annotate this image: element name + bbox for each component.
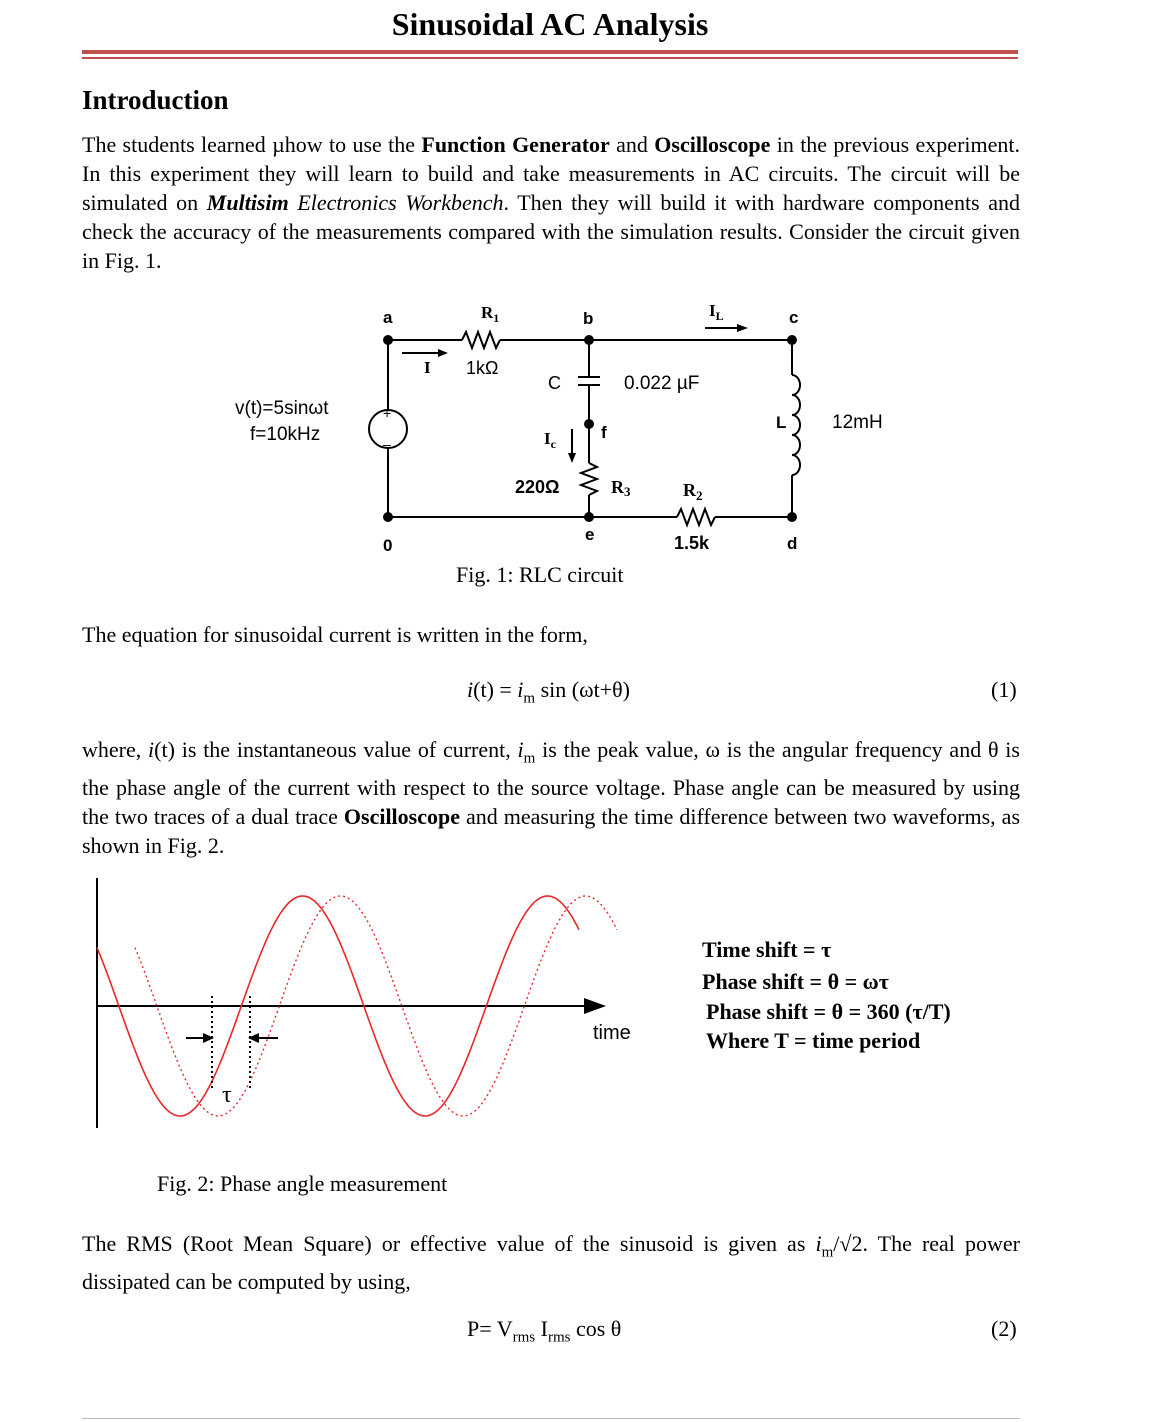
r3-value: 220Ω — [515, 477, 560, 497]
phase-shift-degrees-line: Phase shift = θ = 360 (τ/T) — [706, 999, 951, 1024]
source-equation: v(t)=5sinωt — [235, 398, 329, 419]
equation-2: $P= V_{rms}$ $I_{rms}$ cos θ — [467, 1316, 622, 1346]
rms-paragraph: The RMS (Root Mean Square) or effective value of the sinusoid is given as $i_m/√2$. The real power dissipated can be computed by using, — [82, 1231, 1020, 1295]
fig1-caption: Fig. 1: RLC circuit — [456, 562, 624, 587]
resistor-r1 — [462, 332, 500, 348]
node-a-dot — [383, 335, 393, 345]
time-axis-label: time — [593, 1022, 631, 1044]
equation-1-number: (1) — [991, 677, 1017, 702]
node-f-dot — [584, 419, 594, 429]
equation-intro-text: The equation for sinusoidal current is written in the form, — [82, 622, 588, 647]
node-f-label: f — [601, 423, 607, 442]
node-c-label: c — [789, 308, 799, 327]
node-c-dot — [787, 335, 797, 345]
title-rule-thin — [82, 57, 1018, 59]
node-e-dot — [584, 512, 594, 522]
r2-label: $R_2$ — [683, 480, 703, 503]
definition-paragraph: where, i(t) is the instantaneous value of current, $i_m$ is the peak value, ω is the angular frequency and θ is the phase angle of the current with respect to the source voltage. Phase angle can be measured by using the two traces of a dual trace Oscilloscope and measuring the time difference between two waveforms, as shown in Fig. 2. — [82, 737, 1021, 859]
title-rule-thick — [82, 50, 1018, 54]
inductor-value: 12mH — [832, 412, 883, 433]
section-heading-introduction: Introduction — [82, 85, 229, 115]
current-ic-label: $I_c$ — [544, 429, 556, 451]
page-bottom-rule — [82, 1418, 1020, 1419]
equation-2-number: (2) — [991, 1316, 1017, 1341]
capacitor-label: C — [548, 373, 561, 393]
current-ic-arrowhead — [568, 453, 576, 463]
current-il-arrowhead — [737, 324, 748, 332]
r3-label: R3 — [611, 477, 631, 499]
inductor-label: L — [776, 413, 787, 432]
node-d-label: d — [787, 534, 798, 553]
phase-shift-line: Phase shift = θ = ωτ — [702, 969, 889, 994]
page-title: Sinusoidal AC Analysis — [391, 6, 709, 42]
period-definition-line: Where T = time period — [706, 1028, 921, 1053]
r1-label: $R_1$ — [481, 303, 500, 325]
time-shift-line: Time shift = τ — [702, 937, 832, 962]
source-frequency: f=10kHz — [250, 424, 321, 445]
node-b-label: b — [583, 309, 594, 328]
node-a-label: a — [383, 308, 393, 327]
r2-value: 1.5k — [674, 533, 710, 553]
fig2-caption: Fig. 2: Phase angle measurement — [157, 1171, 448, 1196]
resistor-r2 — [677, 509, 715, 525]
inductor-l — [792, 375, 800, 475]
current-i-arrowhead — [438, 349, 448, 357]
node-e-label: e — [585, 525, 595, 544]
node-0-dot — [383, 512, 393, 522]
node-0-label: 0 — [383, 536, 393, 555]
r1-value: 1kΩ — [466, 358, 499, 378]
tau-label: τ — [222, 1082, 232, 1108]
phase-waveform-plot — [0, 870, 1160, 1140]
resistor-r3 — [581, 463, 597, 495]
rlc-circuit-diagram — [0, 295, 1160, 565]
current-i-label: I — [424, 358, 431, 377]
source-minus: _ — [383, 430, 391, 446]
current-il-label: $I_L$ — [709, 301, 724, 323]
equation-1: $i(t) = i_m$ sin (ωt+θ) — [467, 677, 630, 707]
intro-paragraph: The students learned µhow to use the Function Generator and Oscilloscope in the previous experiment. In this experiment they will learn to build and take measurements in AC circuits. The circuit will be simulated on Multisim Electronics Workbench. Then they will build it with hardware components and check the accuracy of the measurements compared with the simulation results. Consider the circuit given in Fig. 1. — [82, 132, 1021, 273]
node-d-dot — [787, 512, 797, 522]
source-plus: + — [383, 405, 392, 421]
capacitor-value: 0.022 µF — [624, 373, 700, 394]
node-b-dot — [584, 335, 594, 345]
time-axis-arrowhead — [584, 998, 606, 1014]
